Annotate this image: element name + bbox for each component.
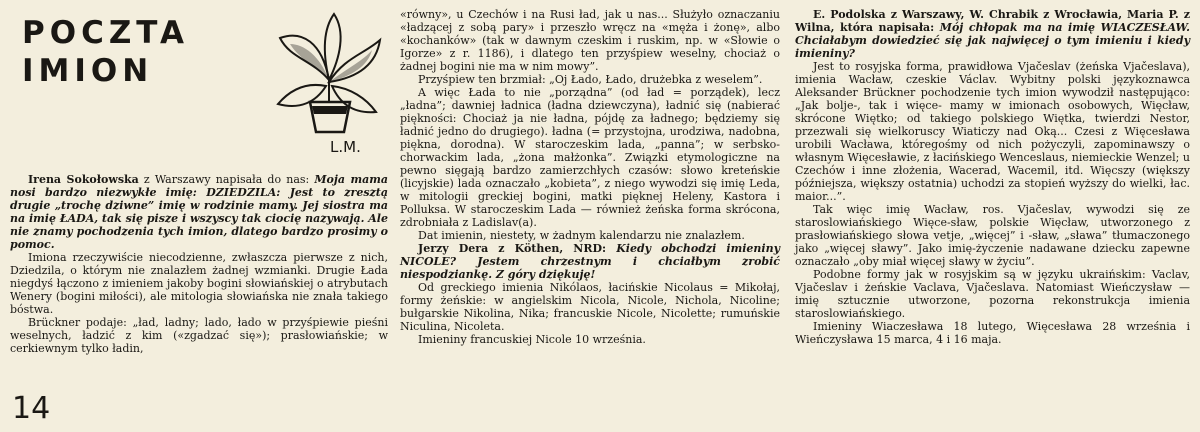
sender-name: Irena Sokołowska	[28, 173, 139, 186]
answer-paragraph: Imieniny Wiaczesława 18 lutego, Więcesława 28 września i Wieńczysława 15 marca, 4 i 16 maja.	[795, 320, 1190, 346]
page-number: 14	[12, 391, 51, 426]
answer-paragraph: A więc Łada to nie „porządna” (od ład = porządek), lecz „ładna”; dawniej ładnica (ładna dziewczyna), ładnić się (nabierać piękności: Chociaż ja nie ładna, pójdę za ładnego; będziemy się ładnić jedno do drugiego). ładna (= przystojna, urodziwa, nadobna, piękna, dorodna). W staroczeskim lada, „panna”; w serbsko-chorwackim lada, „żona małżonka”. Związki etymologiczne na pewno sięgają bardzo zamierzchłych czasów: słowo kreteńskie (licyjskie) lada oznaczało „kobieta”, z niego wywodzi się imię Leda, w mitologii greckiej bogini, matki pięknej Heleny, Kastora i Polluksa. W staroczeskim Lada — również żeńska forma skrócona, zdrobniała z Ladislav(a).	[400, 86, 780, 229]
letter-podolska	[795, 8, 1190, 60]
answer-paragraph: Imiona rzeczywiście niecodzienne, zwłaszcza pierwsze z nich, Dziedzila, o którym nie znalazłem żadnej wzmianki. Drugie Łada niegdyś łączono z imieniem jakoby bogini słowiańskiej o atrybutach Wenery (bogini miłości), ale mitologia słowiańska nie znała takiego bóstwa.	[10, 251, 388, 316]
answer-paragraph: Brückner podaje: „ład, ladny; lado, łado w przyśpiewie pieśni weselnych, ładzić z kim («zgadzać się»); prasłowiańskie; w cerkiewnym tylko ładin,	[10, 316, 388, 355]
reader-question: Moja mama nosi bardzo niezwykłe imię: DZIEDZILA: Jest to zresztą drugie „trochę dziwne” imię w rodzinie mamy. Jej siostra ma na imię ŁADA, tak się pisze i wszyscy tak ciocię nazywają. Ale nie znamy pochodzenia tych imion, dlatego bardzo prosimy o pomoc.	[10, 173, 388, 251]
column-3	[795, 8, 1190, 346]
author-signature: L.M.	[330, 138, 361, 156]
reader-question: Mój chłopak ma na imię WIACZESŁAW. Chciałabym dowiedzieć się jak najwięcej o tym imieniu i kiedy imieniny?	[795, 21, 1190, 60]
potted-plant-illustration	[272, 10, 387, 135]
sender-names: E. Podolska z Warszawy, W. Chrabik z Wrocławia, Maria P. z Wilna, która napisała:	[795, 8, 1190, 34]
title-line-2: IMION	[22, 53, 154, 89]
section-title	[22, 14, 189, 90]
answer-paragraph: Jest to rosyjska forma, prawidłowa Vjačeslav (żeńska Vjačeslava), imienia Wacław, czeskie Václav. Wybitny polski językoznawca Aleksander Brückner pochodzenie tych imion wywodził następująco: „Jak bolje-, tak i więce- mamy w imionach osobowych, Więcław, skrócone Więtko; od takiego polskiego Więtka, twierdzi Nestor, przezwali się wielkoruscy Wiaticzy nad Oką... Czesi z Więcesława urobili Wacława, któregośmy od nich pożyczyli, zapominawszy o własnym Więcesławie, z łacińskiego Wenceslaus, niemieckie Wenzel; u Czechów i inne złożenia, Wacerad, Wacemil, itd. Więcszy (większy późniejsza, większy ostatnia) uchodzi za stopień wyższy do wielki, łac. maior...”.	[795, 60, 1190, 203]
reader-question: Kiedy obchodzi imieniny NICOLE? Jestem chrzestnym i chciałbym zrobić niespodziankę. Z góry dziękuję!	[400, 242, 780, 281]
column-1	[10, 8, 388, 355]
answer-paragraph: Imieniny francuskiej Nicole 10 września.	[418, 333, 646, 346]
answer-paragraph: Dat imienin, niestety, w żadnym kalendarzu nie znalazłem.	[418, 229, 745, 242]
title-line-1: POCZTA	[22, 15, 190, 51]
header	[10, 8, 388, 173]
column-2	[400, 8, 780, 346]
sender-name: Jerzy Dera z Köthen, NRD:	[418, 242, 607, 255]
answer-paragraph: Od greckiego imienia Nikólaos, łacińskie Nicolaus = Mikołaj, formy żeńskie: w angielskim Nicola, Nicole, Nichola, Nicoline; bułgarskie Nikolina, Nika; francuskie Nicole, Nicolette; rumuńskie Niculina, Nicoleta.	[400, 281, 780, 333]
letter-dera	[400, 242, 780, 281]
letter-sokolowska: Irena Sokołowska z Warszawy napisała do nas: Moja mama nosi bardzo niezwykłe imię: DZIEDZILA: Jest to zresztą drugie „trochę dziwne” imię w rodzinie mamy. Jej siostra ma na imię ŁADA, tak się pisze i wszyscy tak ciocię nazywają. Ale nie znamy pochodzenia tych imion, dlatego bardzo prosimy o pomoc.	[10, 173, 388, 251]
answer-paragraph: Tak więc imię Wacław, ros. Vjačeslav, wywodzi się ze staroslowiańskiego Więce-sław, polskie Więcław, utworzonego z prasłowiańskiego słowa vetje, „więcej” i -sław, „sława” tłumaczonego jako „więcej sławy”. Jako imię-życzenie nadawane dziecku zapewne oznaczało „oby miał więcej sławy w życiu”.	[795, 203, 1190, 268]
answer-paragraph: Przyśpiew ten brzmiał: „Oj Łado, Łado, drużebka z weselem”.	[418, 73, 763, 86]
answer-paragraph: «równy», u Czechów i na Rusi ład, jak u nas... Służyło oznaczaniu «ładzącej z sobą pary» i przeszło wręcz na «męża i żonę», albo «kochanków» (tak w dawnym czeskim i ruskim, np. w «Słowie o Igorze» z r. 1186), i dlatego ten przyśpiew weselny, chociaż o żadnej bogini nie ma w nim mowy”.	[400, 8, 780, 73]
answer-paragraph: Podobne formy jak w rosyjskim są w języku ukraińskim: Vaclav, Vjačeslav i żeńskie Vaclava, Vjačeslava. Natomiast Wieńczysław — imię sztucznie utworzone, pozorna rekonstrukcja imienia staroslowiańskiego.	[795, 268, 1190, 320]
